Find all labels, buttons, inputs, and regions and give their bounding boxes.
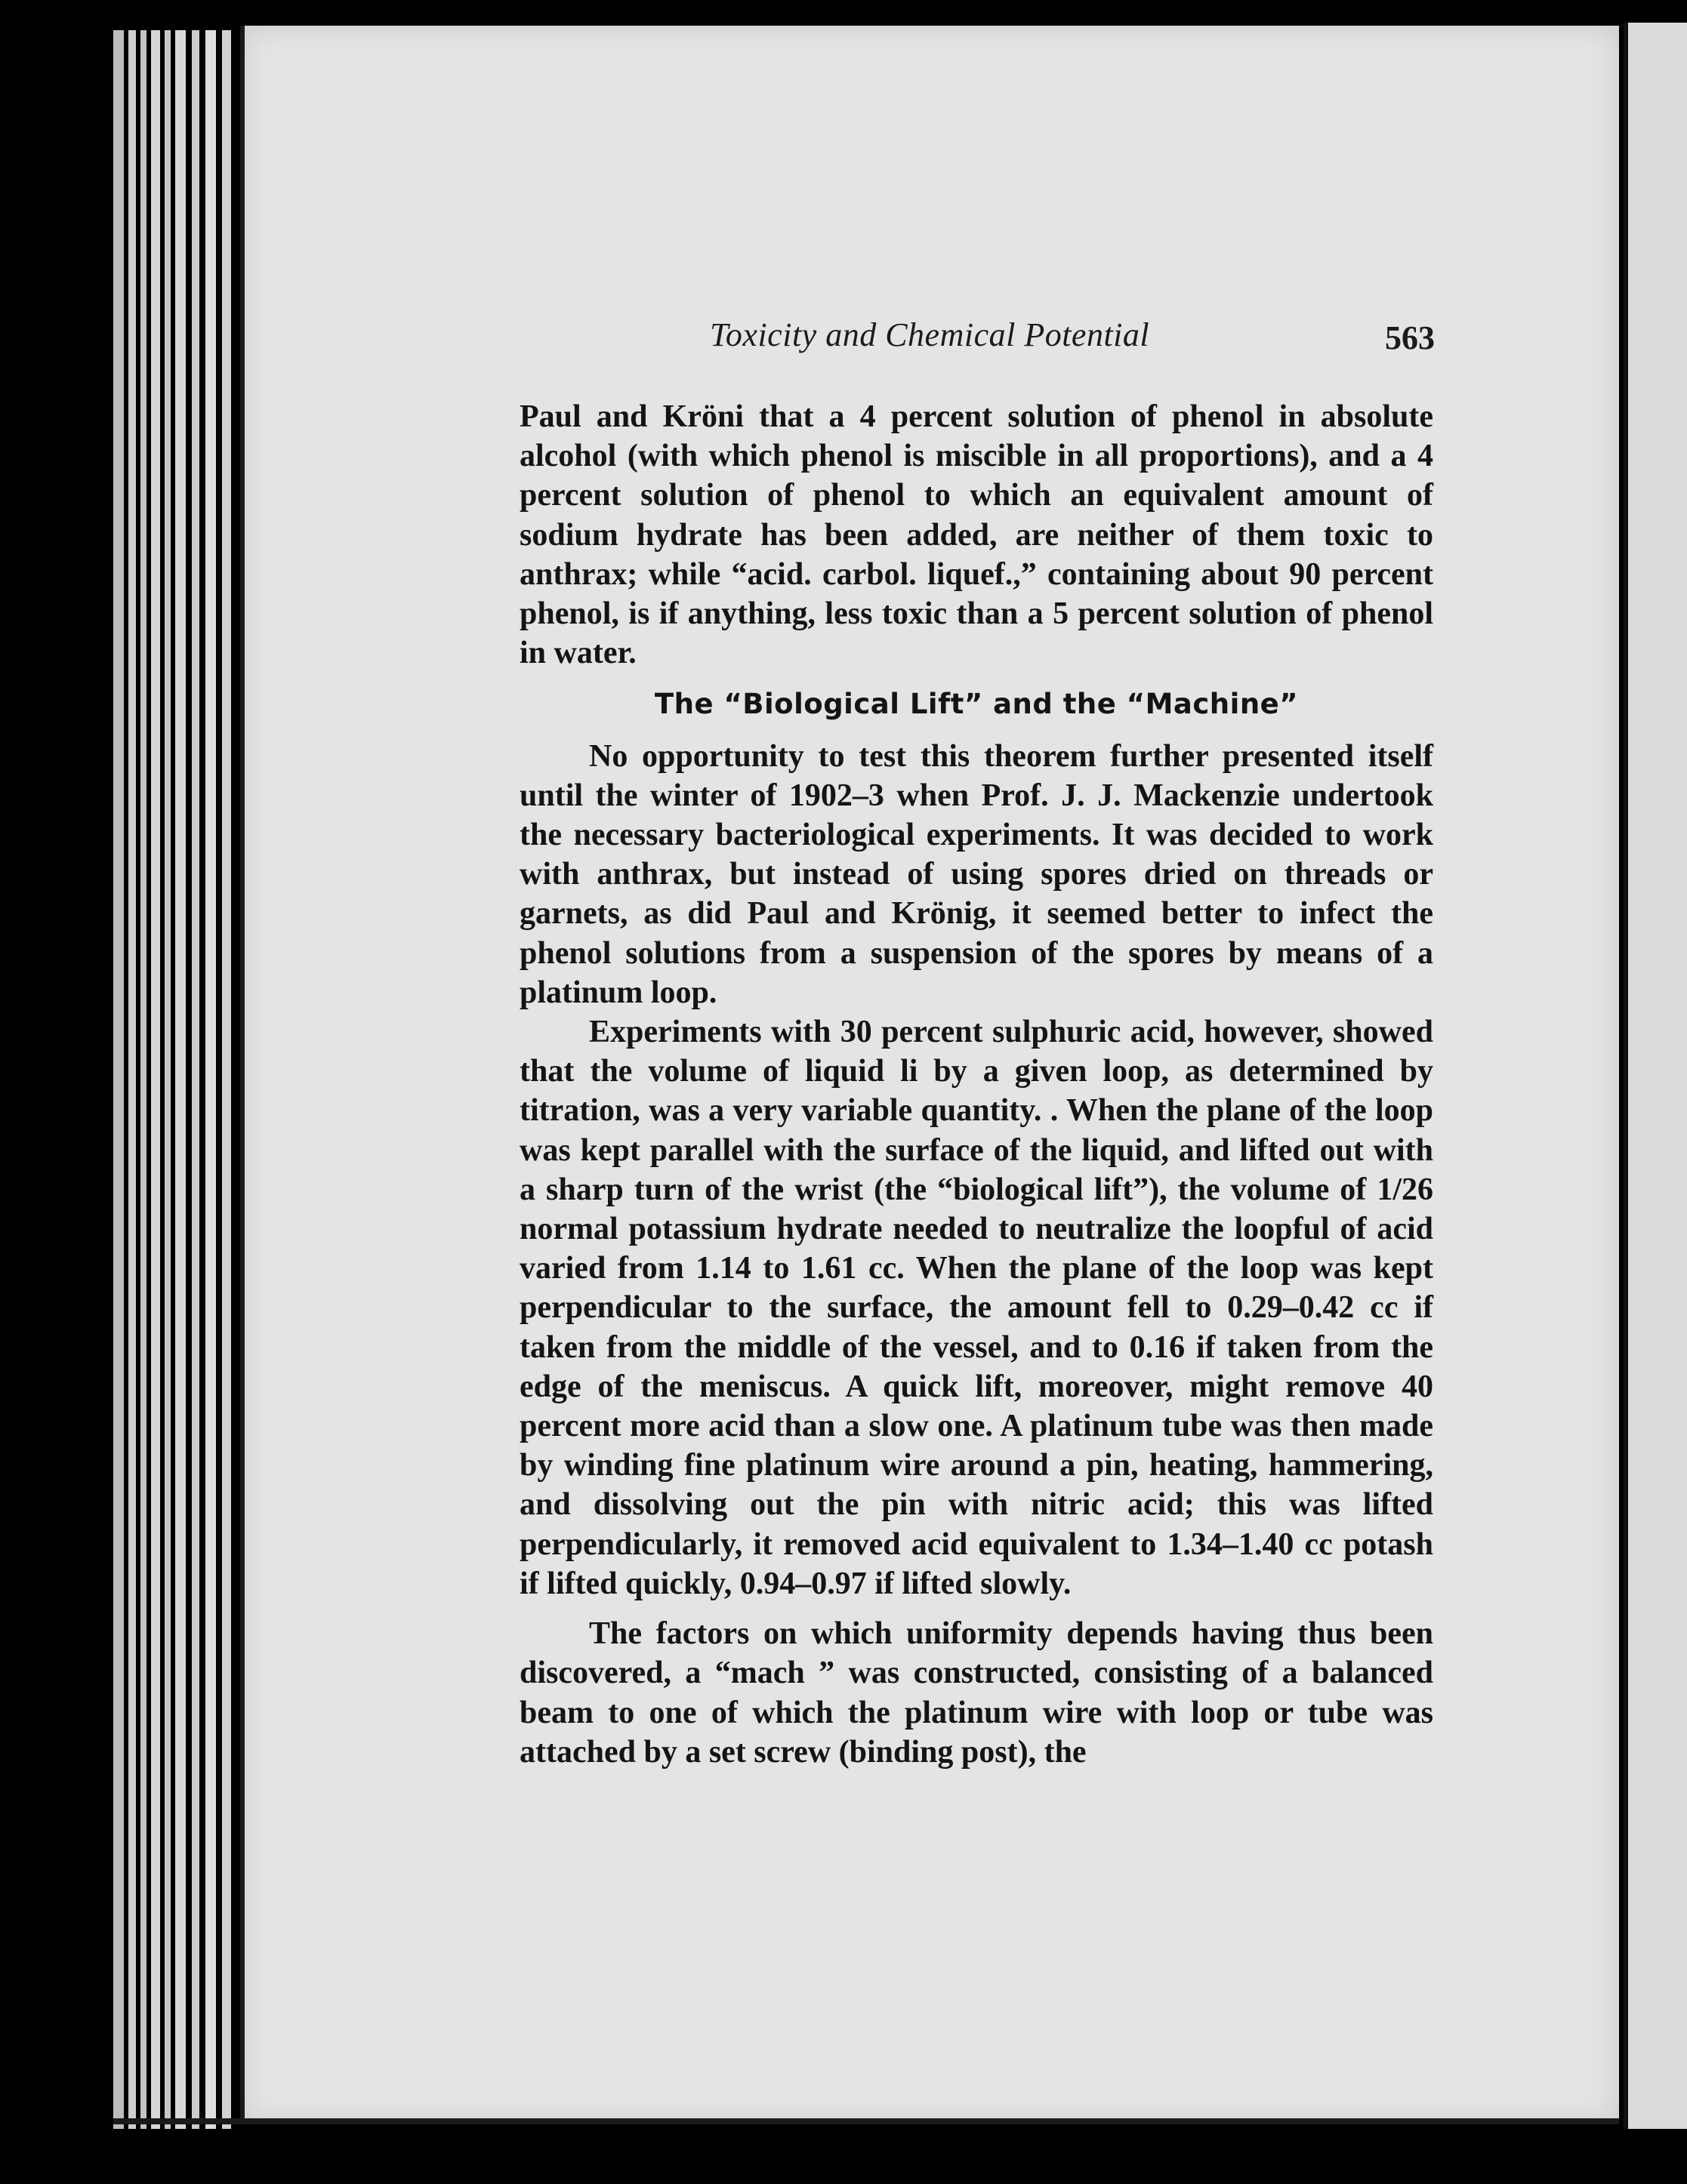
facing-page-edge [1624, 23, 1687, 2129]
page-stack-edges [113, 30, 249, 2129]
paragraph-2: No opportunity to test this theorem further presented itself until the winter of 1902–3 when Prof. J. J. Mackenzie undertook the necessary bacteriological experiments. It was decided to work with anthrax, but instead of using spores dried on threads or garnets, as did Paul and Krönig, it seemed better to infect the phenol solutions from a suspension of the spores by means of a platinum loop. [520, 738, 1433, 1010]
page-number: 563 [1385, 319, 1435, 356]
page-bottom-edge [113, 2118, 1619, 2124]
section-heading: The “Biological Lift” and the “Machine” [654, 688, 1299, 721]
body-text [520, 397, 1433, 1772]
running-title: Toxicity and Chemical Potential [710, 316, 1150, 353]
paragraph-3: Experiments with 30 percent sulphuric acid, however, showed that the volume of liquid li by a given loop, as determined by titration, was a very variable quantity. . When the plane of the loop was kept parallel with the surface of the liquid, and lifted out with a sharp turn of the wrist (the “biological lift”), the volume of 1/26 normal potassium hydrate needed to neutralize the loopful of acid varied from 1.14 to 1.61 cc. When the plane of the loop was kept perpendicular to the surface, the amount fell to 0.29–0.42 cc if taken from the middle of the vessel, and to 0.16 if taken from the edge of the meniscus. A quick lift, moreover, might remove 40 percent more acid than a slow one. A platinum tube was then made by winding fine platinum wire around a pin, heating, hammering, and dissolving out the pin with nitric acid; this was lifted perpendicularly, it removed acid equivalent to 1.34–1.40 cc potash if lifted quickly, 0.94–0.97 if lifted slowly. [520, 1015, 1433, 1601]
page-header [710, 316, 1435, 368]
page-gutter [240, 26, 245, 2124]
paragraph-1: Paul and Kröni that a 4 percent solution of phenol in absolute alcohol (with which phenol is miscible in all proportions), and a 4 percent solution of phenol to which an equivalent amount of sodium hydrate has been added, are neither of them toxic to anthrax; while “acid. carbol. liquef.,” containing about 90 percent phenol, is if anything, less toxic than a 5 percent solution of phenol in water. [520, 399, 1433, 671]
paragraph-4: The factors on which uniformity depends having thus been discovered, a “mach ” was constructed, consisting of a balanced beam to one of which the platinum wire with loop or tube was attached by a set screw (binding post), the [520, 1616, 1433, 1770]
